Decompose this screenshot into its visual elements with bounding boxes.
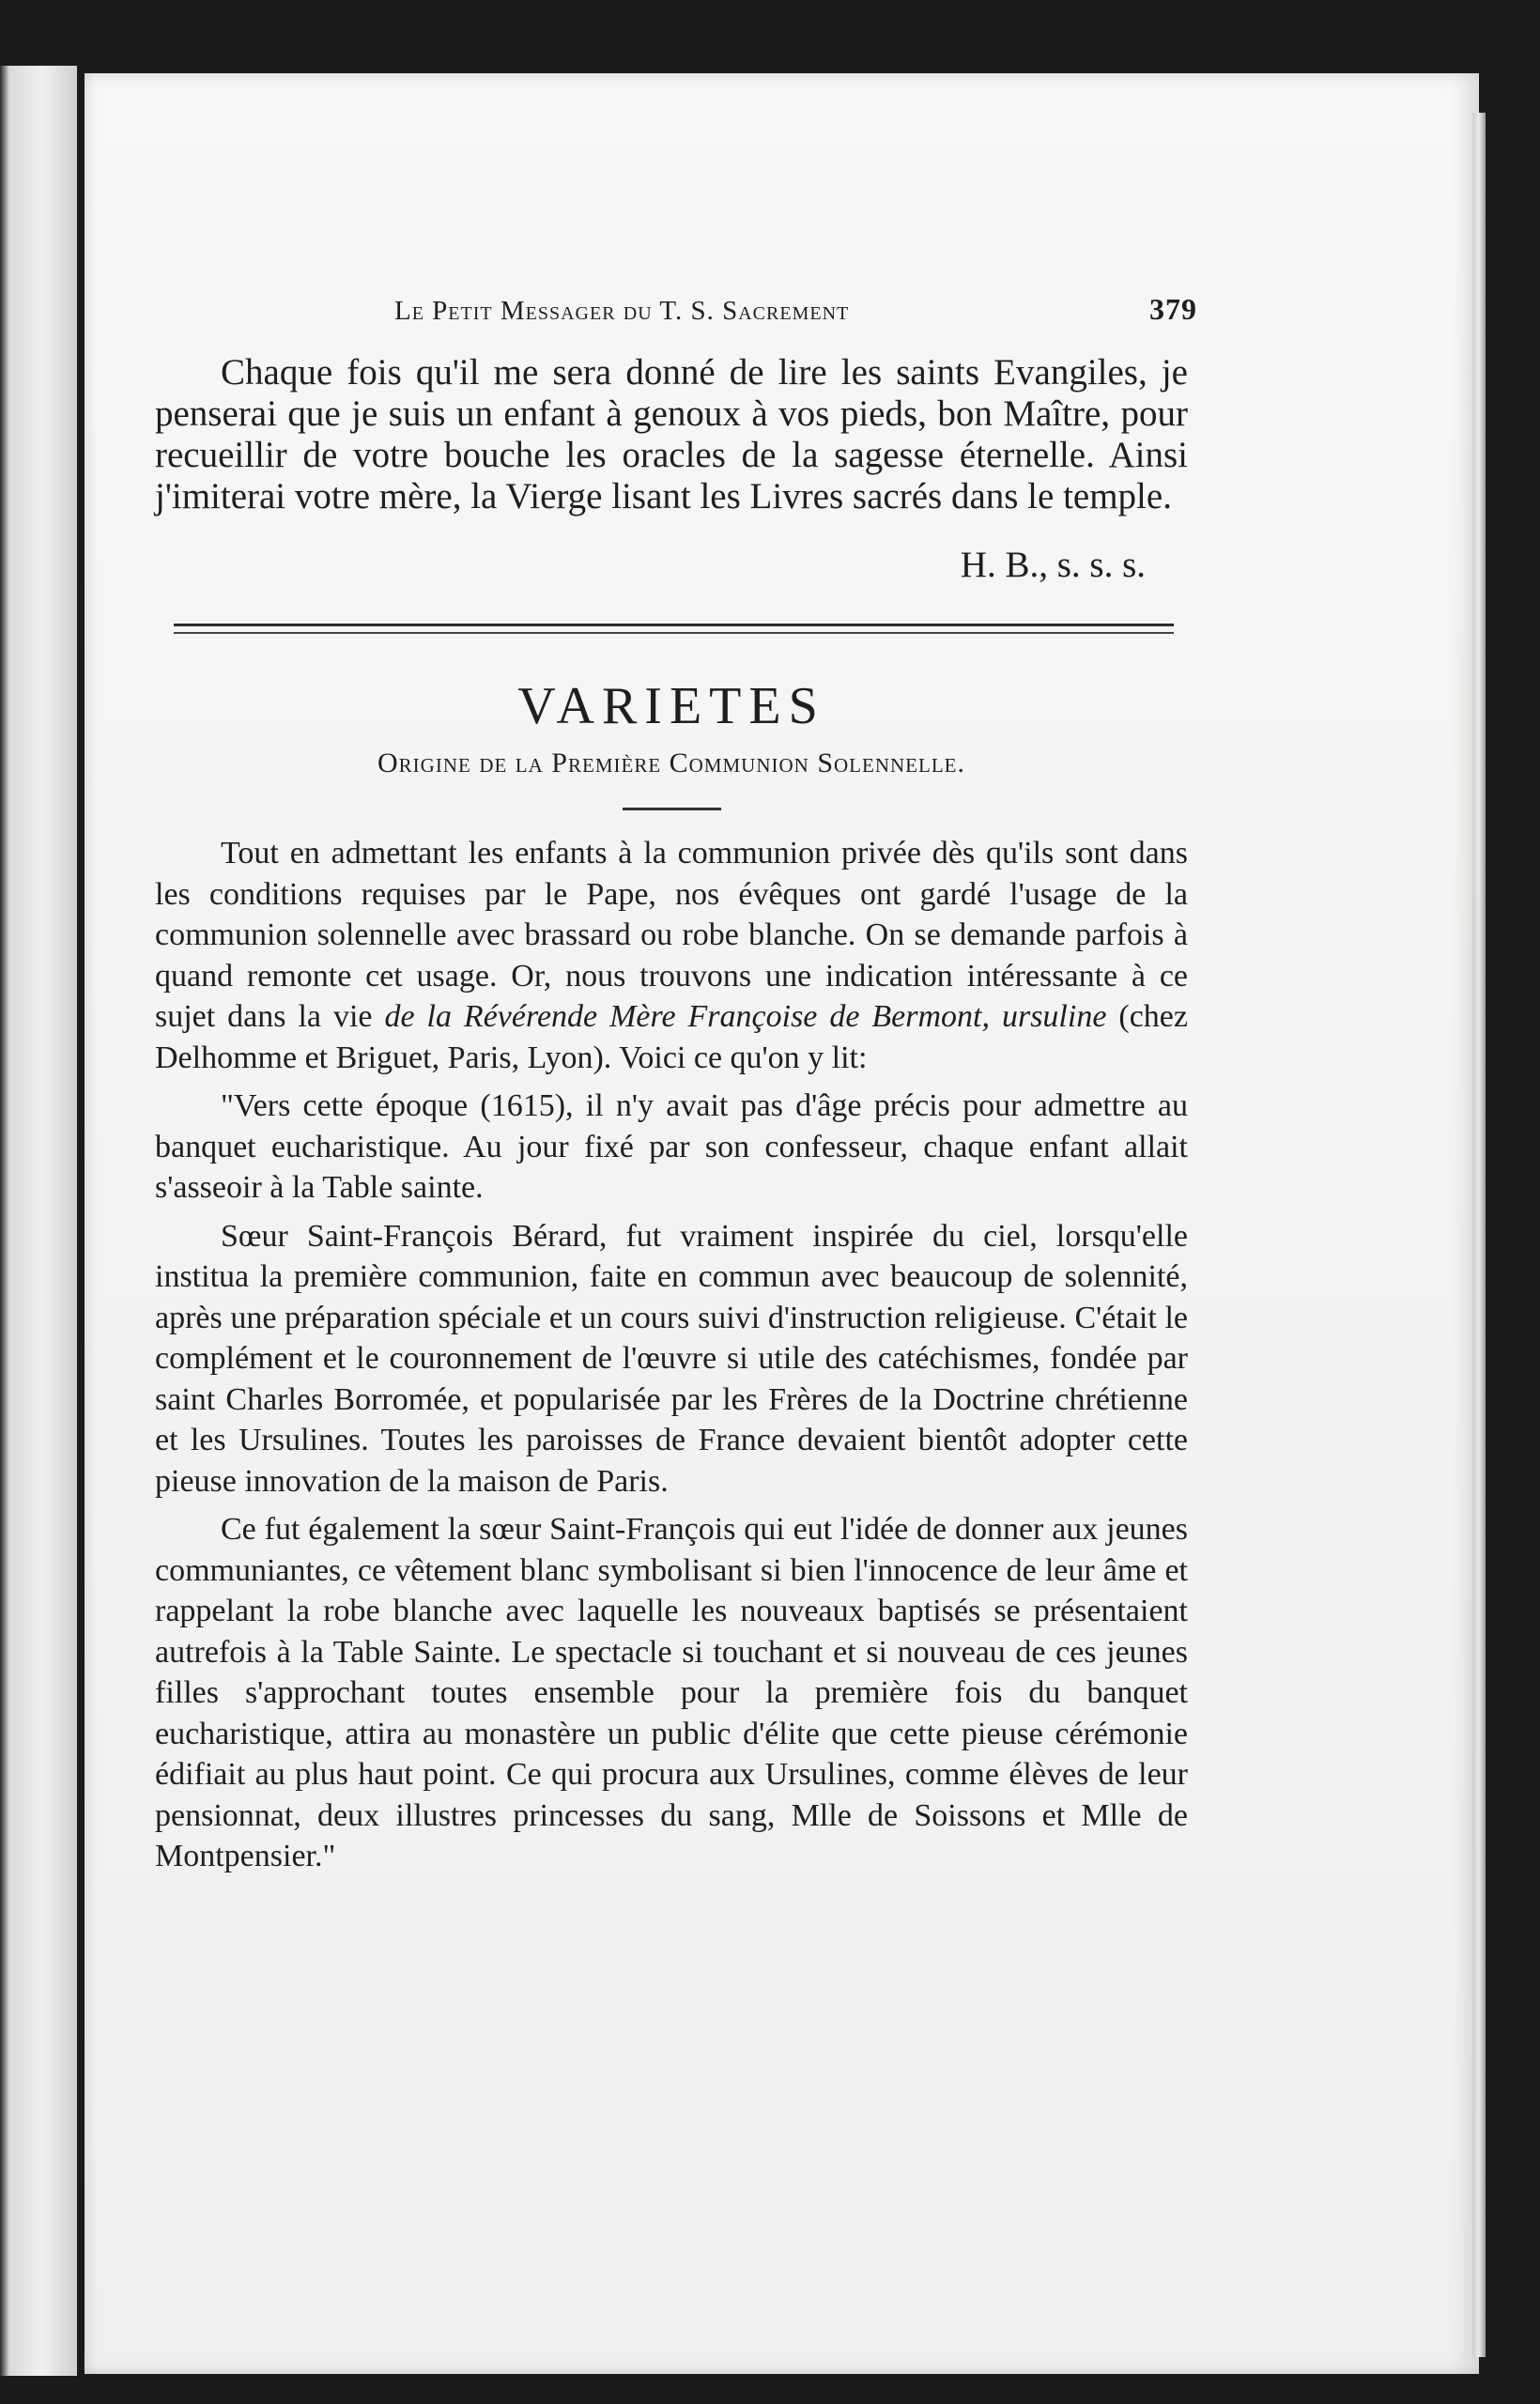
p1-text-b: (chez Delhomme et Briguet, Paris, Lyon). Voici ce qu'on y lit: — [155, 999, 1188, 1075]
section-subtitle: Origine de la Première Communion Solennelle. — [377, 747, 965, 778]
article-paragraph-1 — [155, 833, 1188, 1078]
article-body — [155, 833, 1188, 1877]
article-paragraph-2: "Vers cette époque (1615), il n'y avait pas d'âge précis pour admettre au banquet eucharistique. Au jour fixé par son confesseur, chaque enfant allait s'asseoir à la Table sainte. — [155, 1088, 1188, 1205]
author-signature: H. B., s. s. s. — [960, 545, 1146, 585]
p1-text-a: Tout en admettant les enfants à la communion privée dès qu'ils sont dans les conditions requises par le Pape, nos évêques ont gardé l'usage de la communion solennelle avec brassard ou robe blanche. On se demande parfois à quand remonte cet usage. Or, nous trouvons une indication intéressante à ce sujet dans la vie — [155, 836, 1188, 1034]
article-paragraph-3: Sœur Saint-François Bérard, fut vraiment inspirée du ciel, lorsqu'elle institua la première communion, faite en commun avec beaucoup de solennité, après une préparation spéciale et un cours suivi d'instruction religieuse. C'était le complément et le couronnement de l'œuvre si utile des catéchismes, fondée par saint Charles Borromée, et popularisée par les Frères de la Doctrine chrétienne et les Ursulines. Toutes les paroisses de France devaient bientôt adopter cette pieuse innovation de la maison de Paris. — [155, 1218, 1188, 1499]
page-number: 379 — [1149, 292, 1197, 326]
section-divider — [174, 624, 1174, 634]
article-paragraph-4: Ce fut également la sœur Saint-François qui eut l'idée de donner aux jeunes communiantes, ce vêtement blanc symbolisant si bien l'innocence de leur âme et rappelant la robe blanche avec laquelle les nouveaux baptisés se présentaient autrefois à la Table Sainte. Le spectacle si touchant et si nouveau de ces jeunes filles s'approchant toutes ensemble pour la première fois du banquet eucharistique, attira au monastère un public d'élite que cette pieuse cérémonie édifiait au plus haut point. Ce qui procura aux Ursulines, comme élèves de leur pensionnat, deux illustres princesses du sang, Mlle de Soissons et Mlle de Montpensier." — [155, 1512, 1188, 1873]
running-title: Le Petit Messager du T. S. Sacrement — [394, 296, 850, 326]
page-binding-edge — [1472, 113, 1486, 2357]
page-content — [155, 292, 1197, 1877]
section-title: VARIETES — [517, 677, 825, 735]
p1-book-title: de la Révérende Mère Françoise de Bermont, ursuline — [384, 999, 1107, 1034]
facing-page-edge — [0, 66, 77, 2376]
title-rule — [623, 808, 721, 810]
closing-paragraph: Chaque fois qu'il me sera donné de lire les saints Evangiles, je penserai que je suis un enfant à genoux à vos pieds, bon Maître, pour recueillir de votre bouche les oracles de la sagesse éternelle. Ainsi j'imiterai votre mère, la Vierge lisant les Livres sacrés dans le temple. — [155, 352, 1188, 516]
running-header — [155, 292, 1197, 352]
